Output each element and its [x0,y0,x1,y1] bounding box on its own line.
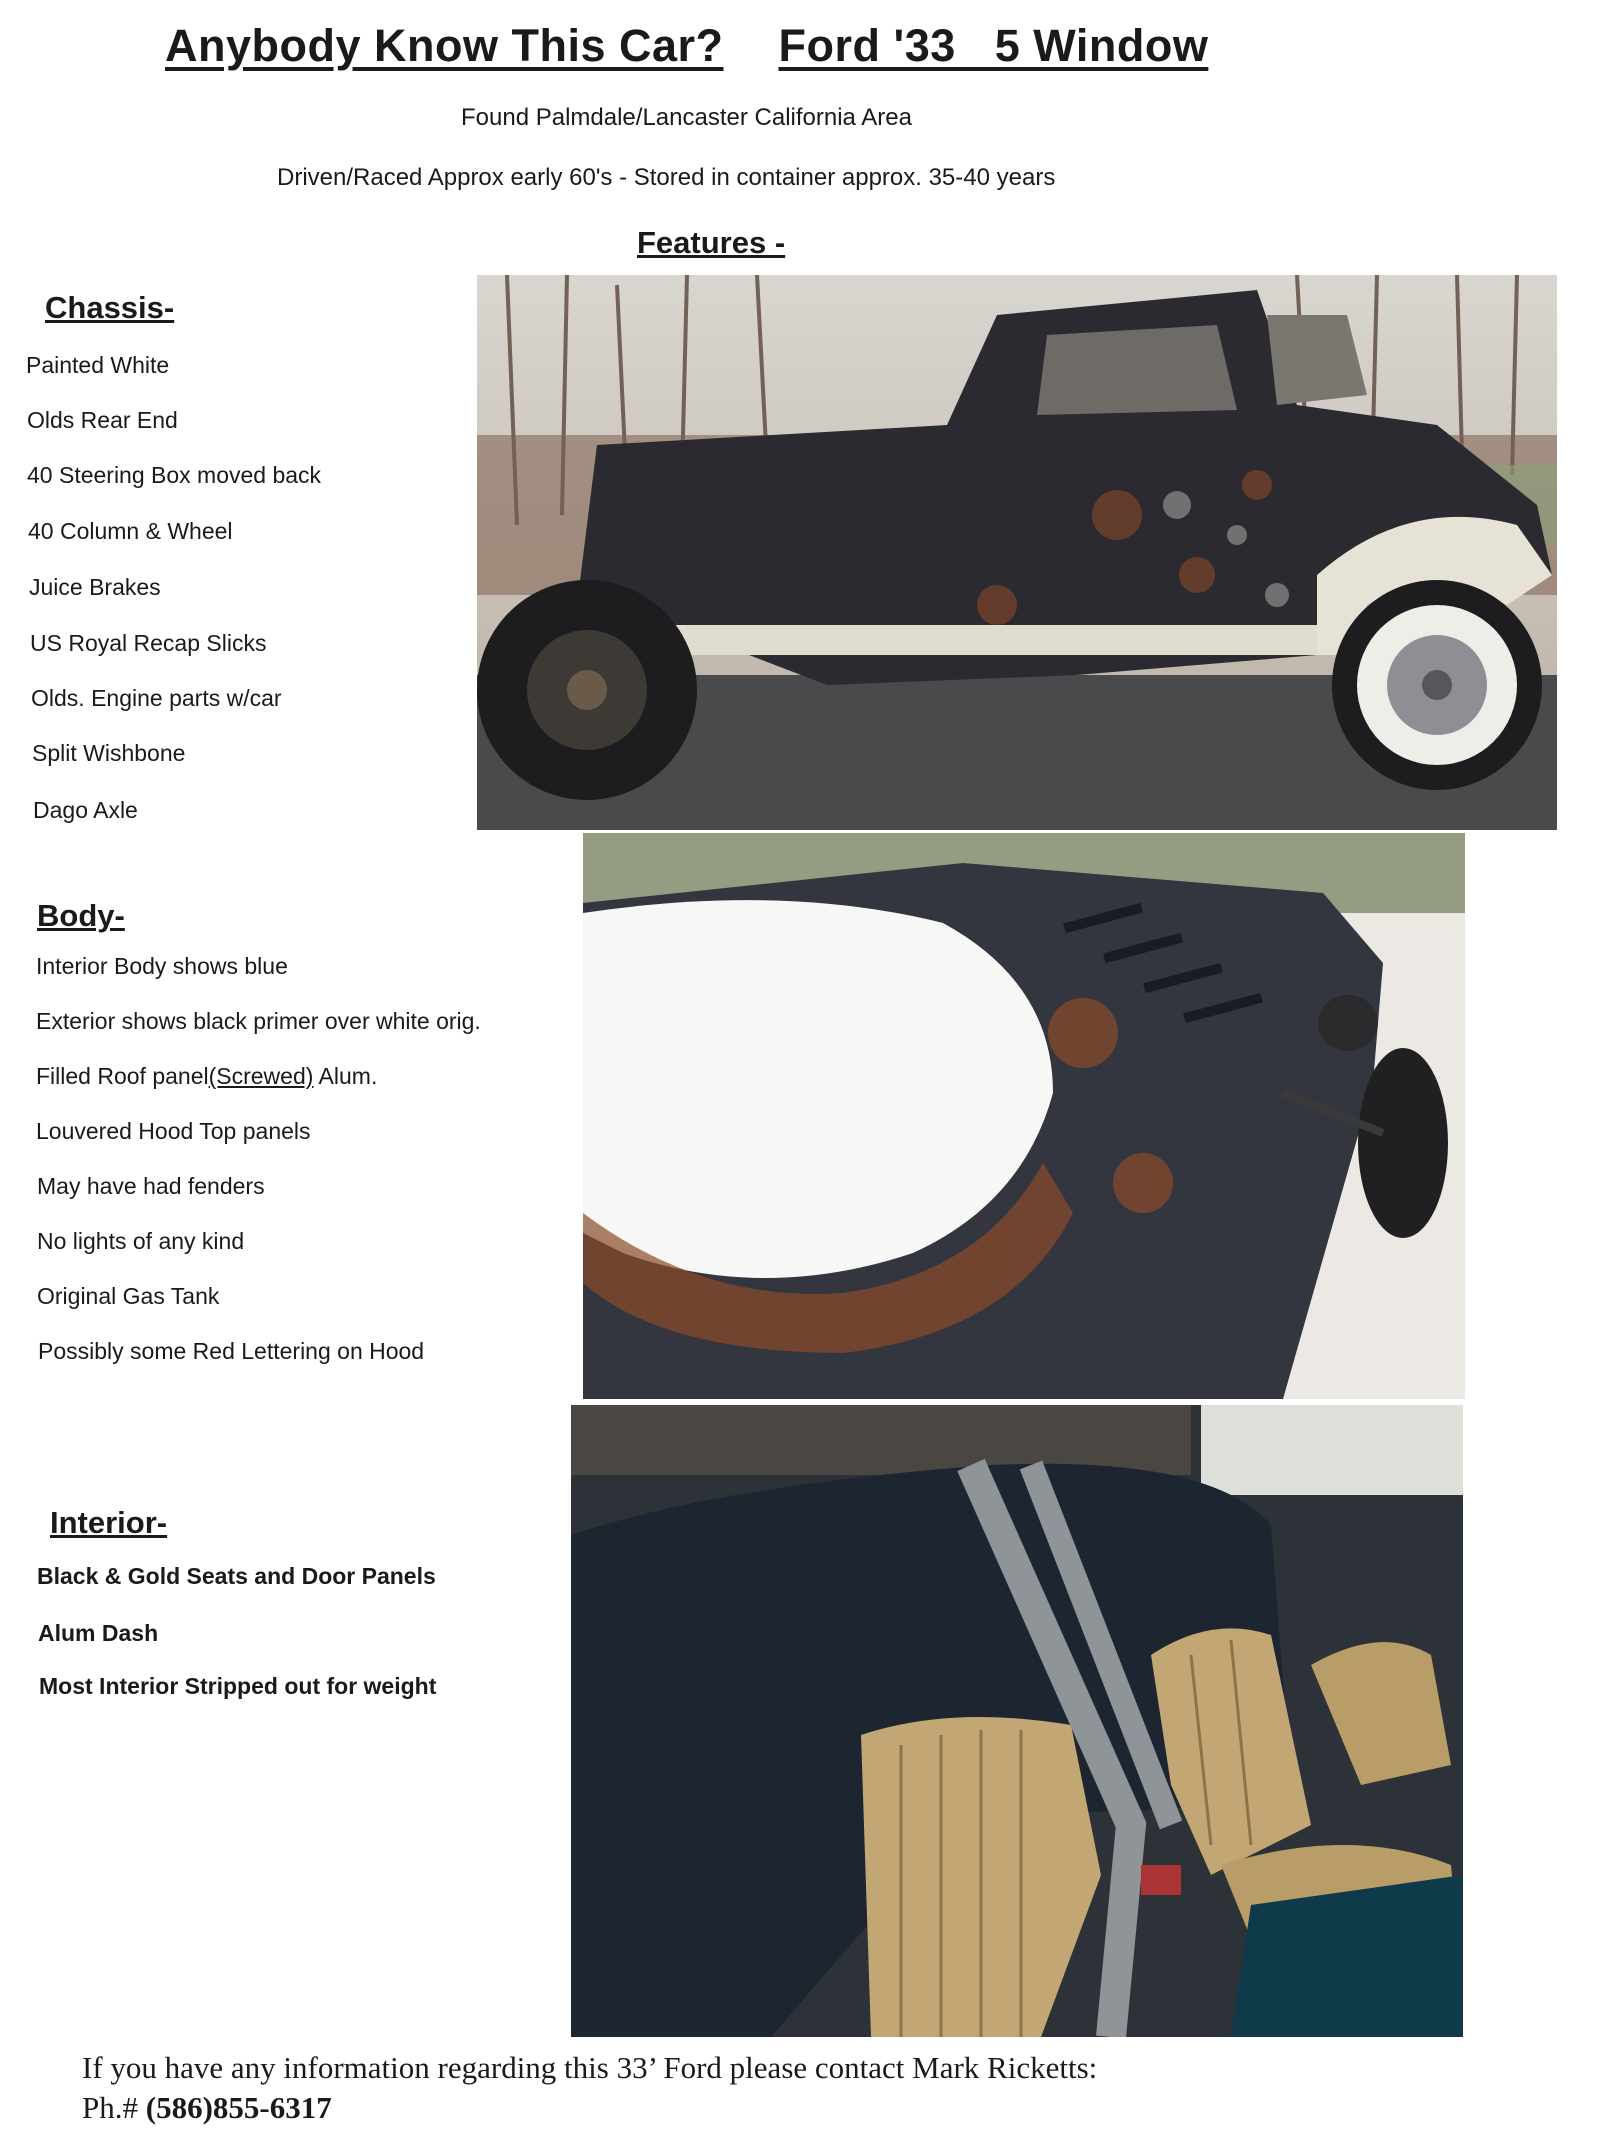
chassis-item: US Royal Recap Slicks [30,630,267,656]
car-side-photo [477,275,1557,830]
location-line: Found Palmdale/Lancaster California Area [461,104,912,131]
chassis-item: 40 Column & Wheel [28,518,233,544]
body-item: Louvered Hood Top panels [36,1118,311,1144]
chassis-item: Dago Axle [33,797,138,823]
interior-seat-photo [571,1405,1463,2037]
body-item: No lights of any kind [37,1228,245,1254]
body-item-roof-alum: Alum. [313,1063,378,1089]
body-item: Original Gas Tank [37,1283,220,1309]
body-item-roof-text: Filled Roof panel [36,1063,209,1089]
body-item: Interior Body shows blue [36,953,288,979]
features-heading: Features - [637,225,786,260]
title-question: Anybody Know This Car? [165,20,724,71]
body-item-roof [36,1063,377,1090]
chassis-item: Split Wishbone [32,740,186,766]
history-line: Driven/Raced Approx early 60's - Stored in container approx. 35-40 years [277,164,1056,191]
body-heading: Body- [37,898,125,933]
phone-line [82,2090,332,2126]
chassis-item: Olds Rear End [27,407,178,433]
phone-label: Ph.# [82,2090,146,2125]
body-item-roof-screwed: (Screwed) [208,1063,314,1089]
body-item: Exterior shows black primer over white orig. [36,1008,481,1034]
roof-hood-photo [583,833,1465,1399]
interior-item: Black & Gold Seats and Door Panels [37,1563,436,1589]
interior-heading: Interior- [50,1505,168,1540]
chassis-item: Juice Brakes [29,574,161,600]
body-item: Possibly some Red Lettering on Hood [38,1338,425,1364]
body-item: May have had fenders [37,1173,265,1199]
title-model: Ford '33 5 Window [778,20,1209,71]
interior-item: Alum Dash [38,1620,159,1646]
contact-line: If you have any information regarding this 33’ Ford please contact Mark Ricketts: [82,2050,1098,2085]
page-title [165,20,1208,72]
chassis-item: Painted White [26,352,170,378]
phone-number[interactable]: (586)855-6317 [145,2090,332,2125]
chassis-heading: Chassis- [45,290,175,325]
chassis-item: Olds. Engine parts w/car [31,685,282,711]
interior-item: Most Interior Stripped out for weight [39,1673,437,1699]
chassis-item: 40 Steering Box moved back [27,462,322,488]
